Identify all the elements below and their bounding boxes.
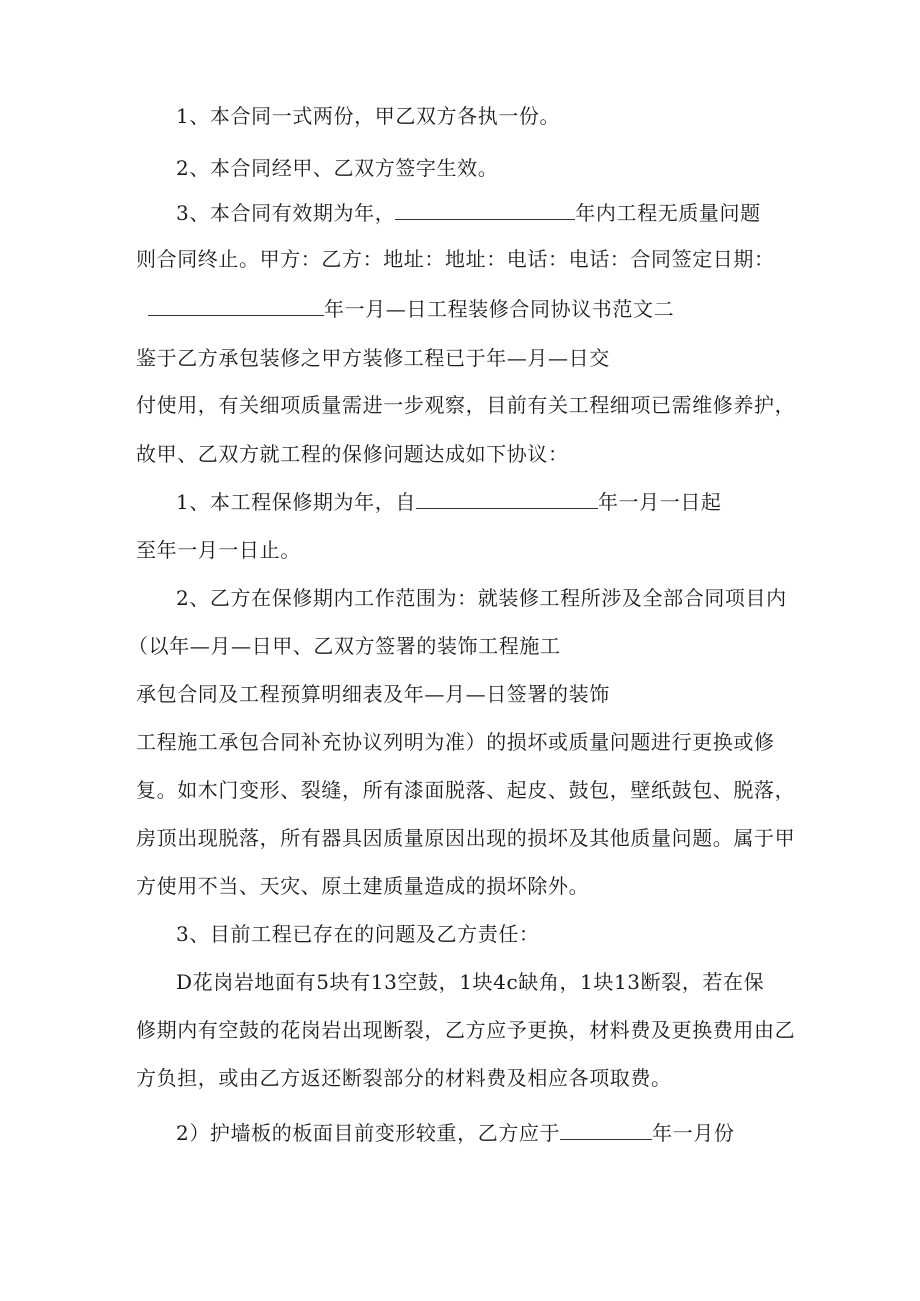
- clause-line: [176, 585, 787, 611]
- line-text: 付使用，有关细项质量需进一步观察，目前有关工程细项已需维修养护，: [136, 393, 796, 417]
- line-text: 鉴于乙方承包装修之甲方装修工程已于年—月—日交: [136, 346, 610, 370]
- line-text: （以年—月—日甲、乙双方签署的装饰工程施工: [128, 634, 561, 658]
- line-text: 1、本合同一式两份，甲乙双方各执一份。: [176, 104, 561, 128]
- body-line: [136, 873, 589, 899]
- clause-line: [176, 200, 761, 226]
- line-text: 年一月一日起: [597, 490, 722, 514]
- line-text: 1、本工程保修期为年，自: [176, 490, 416, 514]
- clause-line: [176, 921, 540, 947]
- line-text: 2）护墙板的板面目前变形较重，乙方应于: [176, 1121, 561, 1145]
- body-line: [136, 1017, 795, 1043]
- clause-line: [176, 489, 722, 515]
- body-line: [136, 681, 610, 707]
- line-text: 承包合同及工程预算明细表及年—月—日签署的装饰: [136, 682, 610, 706]
- body-line: [136, 537, 301, 563]
- clause-line: [176, 155, 498, 181]
- line-text: D花岗岩地面有5块有13空鼓，1块4c缺角，1块13断裂，若在保: [176, 970, 765, 994]
- line-text: 年一月—日工程装修合同协议书范文二: [324, 297, 675, 321]
- line-text: 方负担，或由乙方返还断裂部分的材料费及相应各项取费。: [136, 1066, 672, 1090]
- body-line: [128, 633, 561, 659]
- line-text: 复。如木门变形、裂缝，所有漆面脱落、起皮、鼓包，壁纸鼓包、脱落，: [136, 778, 796, 802]
- line-text: 2、乙方在保修期内工作范围为：就装修工程所涉及全部合同项目内: [176, 586, 787, 610]
- body-line: [136, 825, 795, 851]
- line-text: 2、本合同经甲、乙双方签字生效。: [176, 156, 499, 180]
- line-text: 故甲、乙双方就工程的保修问题达成如下协议：: [136, 442, 569, 466]
- body-line: [148, 296, 674, 322]
- line-text: 工程施工承包合同补充协议列明为准）的损坏或质量问题进行更换或修: [136, 730, 775, 754]
- line-text: 修期内有空鼓的花岗岩出现断裂，乙方应予更换，材料费及更换费用由乙: [136, 1018, 796, 1042]
- line-text: 年一月份: [652, 1121, 735, 1145]
- line-text: 则合同终止。甲方：乙方：地址：地址：电话：电话：合同签定日期：: [136, 247, 775, 271]
- fill-in-blank: [395, 201, 575, 220]
- line-text: 3、目前工程已存在的问题及乙方责任：: [176, 922, 540, 946]
- body-line: [136, 777, 795, 803]
- line-text: 方使用不当、天灾、原土建质量造成的损坏除外。: [136, 874, 590, 898]
- clause-line: [176, 103, 560, 129]
- fill-in-blank: [416, 490, 598, 509]
- body-line: [136, 729, 775, 755]
- clause-line: [176, 969, 764, 995]
- body-line: [136, 1065, 672, 1091]
- clause-line: [176, 1120, 735, 1146]
- line-text: 年内工程无质量问题: [575, 201, 761, 225]
- line-text: 3、本合同有效期为年，: [176, 201, 396, 225]
- body-line: [136, 441, 569, 467]
- body-line: [136, 246, 775, 272]
- fill-in-blank: [148, 297, 324, 316]
- line-text: 房顶出现脱落，所有器具因质量原因出现的损坏及其他质量问题。属于甲: [136, 826, 796, 850]
- fill-in-blank: [560, 1121, 652, 1140]
- line-text: 至年一月一日止。: [136, 538, 301, 562]
- body-line: [136, 345, 610, 371]
- body-line: [136, 392, 795, 418]
